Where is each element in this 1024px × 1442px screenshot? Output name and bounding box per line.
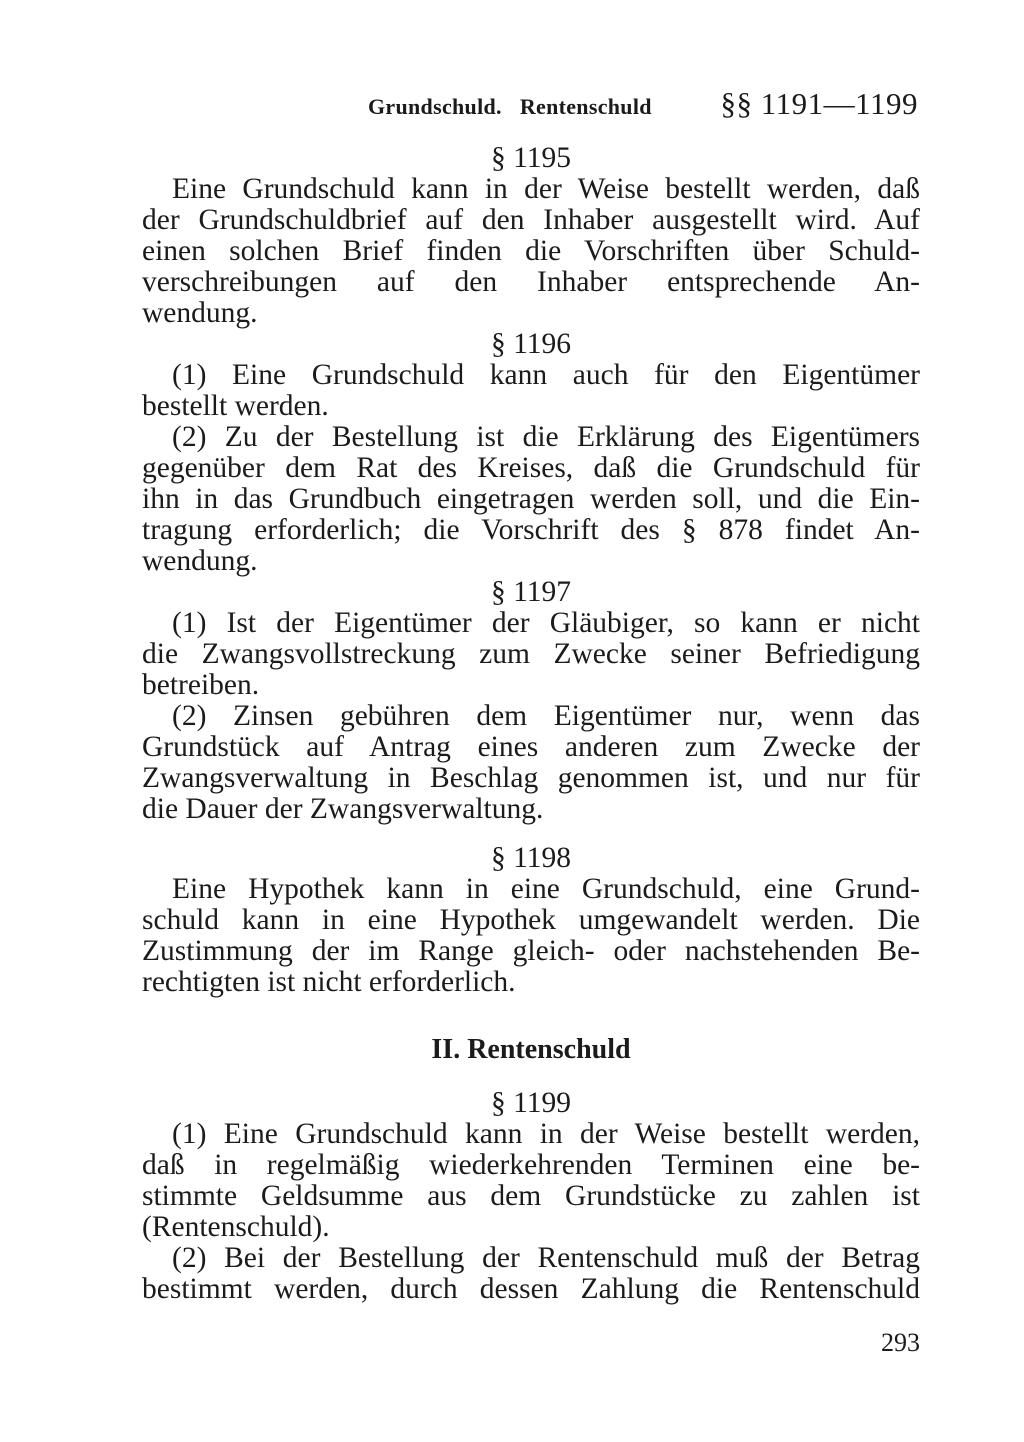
section-1197 [142, 577, 920, 825]
section-1195 [142, 143, 920, 329]
section-title: § 1199 [490, 1087, 572, 1119]
section-title: § 1196 [490, 328, 572, 360]
text-line: Grundstück auf Antrag eines anderen zum Zwecke der [142, 731, 920, 763]
text-line: (1) Eine Grundschuld kann auch für den Eigentümer [172, 359, 920, 391]
text-line: (1) Ist der Eigentümer der Gläubiger, so kann er nicht [172, 607, 920, 639]
text-line: (2) Bei der Bestellung der Rentenschuld muß der Betrag [172, 1242, 920, 1274]
running-head [368, 86, 918, 122]
text-line: wendung. [142, 297, 258, 329]
text-line: die Zwangsvollstreckung zum Zwecke seiner Befriedigung [142, 638, 920, 670]
text-line: betreiben. [142, 669, 260, 701]
running-head-section-range: §§ 1191—1199 [720, 86, 918, 121]
text-line: Eine Hypothek kann in eine Grundschuld, eine Grund- [172, 873, 920, 905]
text-line: (2) Zinsen gebühren dem Eigentümer nur, wenn das [172, 700, 920, 732]
text-line: bestellt werden. [142, 390, 329, 422]
text-line: wendung. [142, 545, 258, 577]
text-line: stimmte Geldsumme aus dem Grundstücke zu zahlen ist [142, 1180, 920, 1212]
text-line: der Grundschuldbrief auf den Inhaber ausgestellt wird. Auf [142, 204, 920, 236]
text-line: (Rentenschuld). [142, 1211, 330, 1243]
section-1199 [142, 1088, 920, 1305]
section-title: § 1198 [490, 842, 572, 874]
text-line: einen solchen Brief finden die Vorschriften über Schuld- [142, 235, 920, 267]
text-line: Zwangsverwaltung in Beschlag genommen ist, und nur für [142, 762, 920, 794]
text-line: Eine Grundschuld kann in der Weise bestellt werden, daß [172, 173, 920, 205]
text-line: rechtigten ist nicht erforderlich. [142, 966, 516, 998]
text-line: gegenüber dem Rat des Kreises, daß die Grundschuld für [142, 452, 920, 484]
part-heading-block [142, 1031, 920, 1069]
text-line: bestimmt werden, durch dessen Zahlung die Rentenschuld [142, 1273, 920, 1305]
text-line: (2) Zu der Bestellung ist die Erklärung des Eigentümers [172, 421, 920, 453]
text-line: schuld kann in eine Hypothek umgewandelt werden. Die [142, 904, 920, 936]
section-title: § 1197 [490, 576, 572, 608]
section-1196 [142, 329, 920, 577]
text-line: verschreibungen auf den Inhaber entsprechende An- [142, 266, 920, 298]
text-line: die Dauer der Zwangsverwaltung. [142, 793, 544, 825]
text-line: ihn in das Grundbuch eingetragen werden soll, und die Ein- [142, 483, 920, 515]
running-head-title-1: Grundschuld. [368, 94, 502, 119]
page-number: 293 [881, 1328, 920, 1357]
text-line: tragung erforderlich; die Vorschrift des § 878 findet An- [142, 514, 920, 546]
section-1198 [142, 843, 920, 998]
text-line: daß in regelmäßig wiederkehrenden Terminen eine be- [142, 1149, 920, 1181]
text-line: Zustimmung der im Range gleich- oder nachstehenden Be- [142, 935, 920, 967]
running-head-title-2: Rentenschuld [519, 94, 652, 119]
part-heading: II. Rentenschuld [431, 1034, 631, 1065]
section-title: § 1195 [490, 142, 572, 174]
text-line: (1) Eine Grundschuld kann in der Weise bestellt werden, [172, 1118, 920, 1150]
